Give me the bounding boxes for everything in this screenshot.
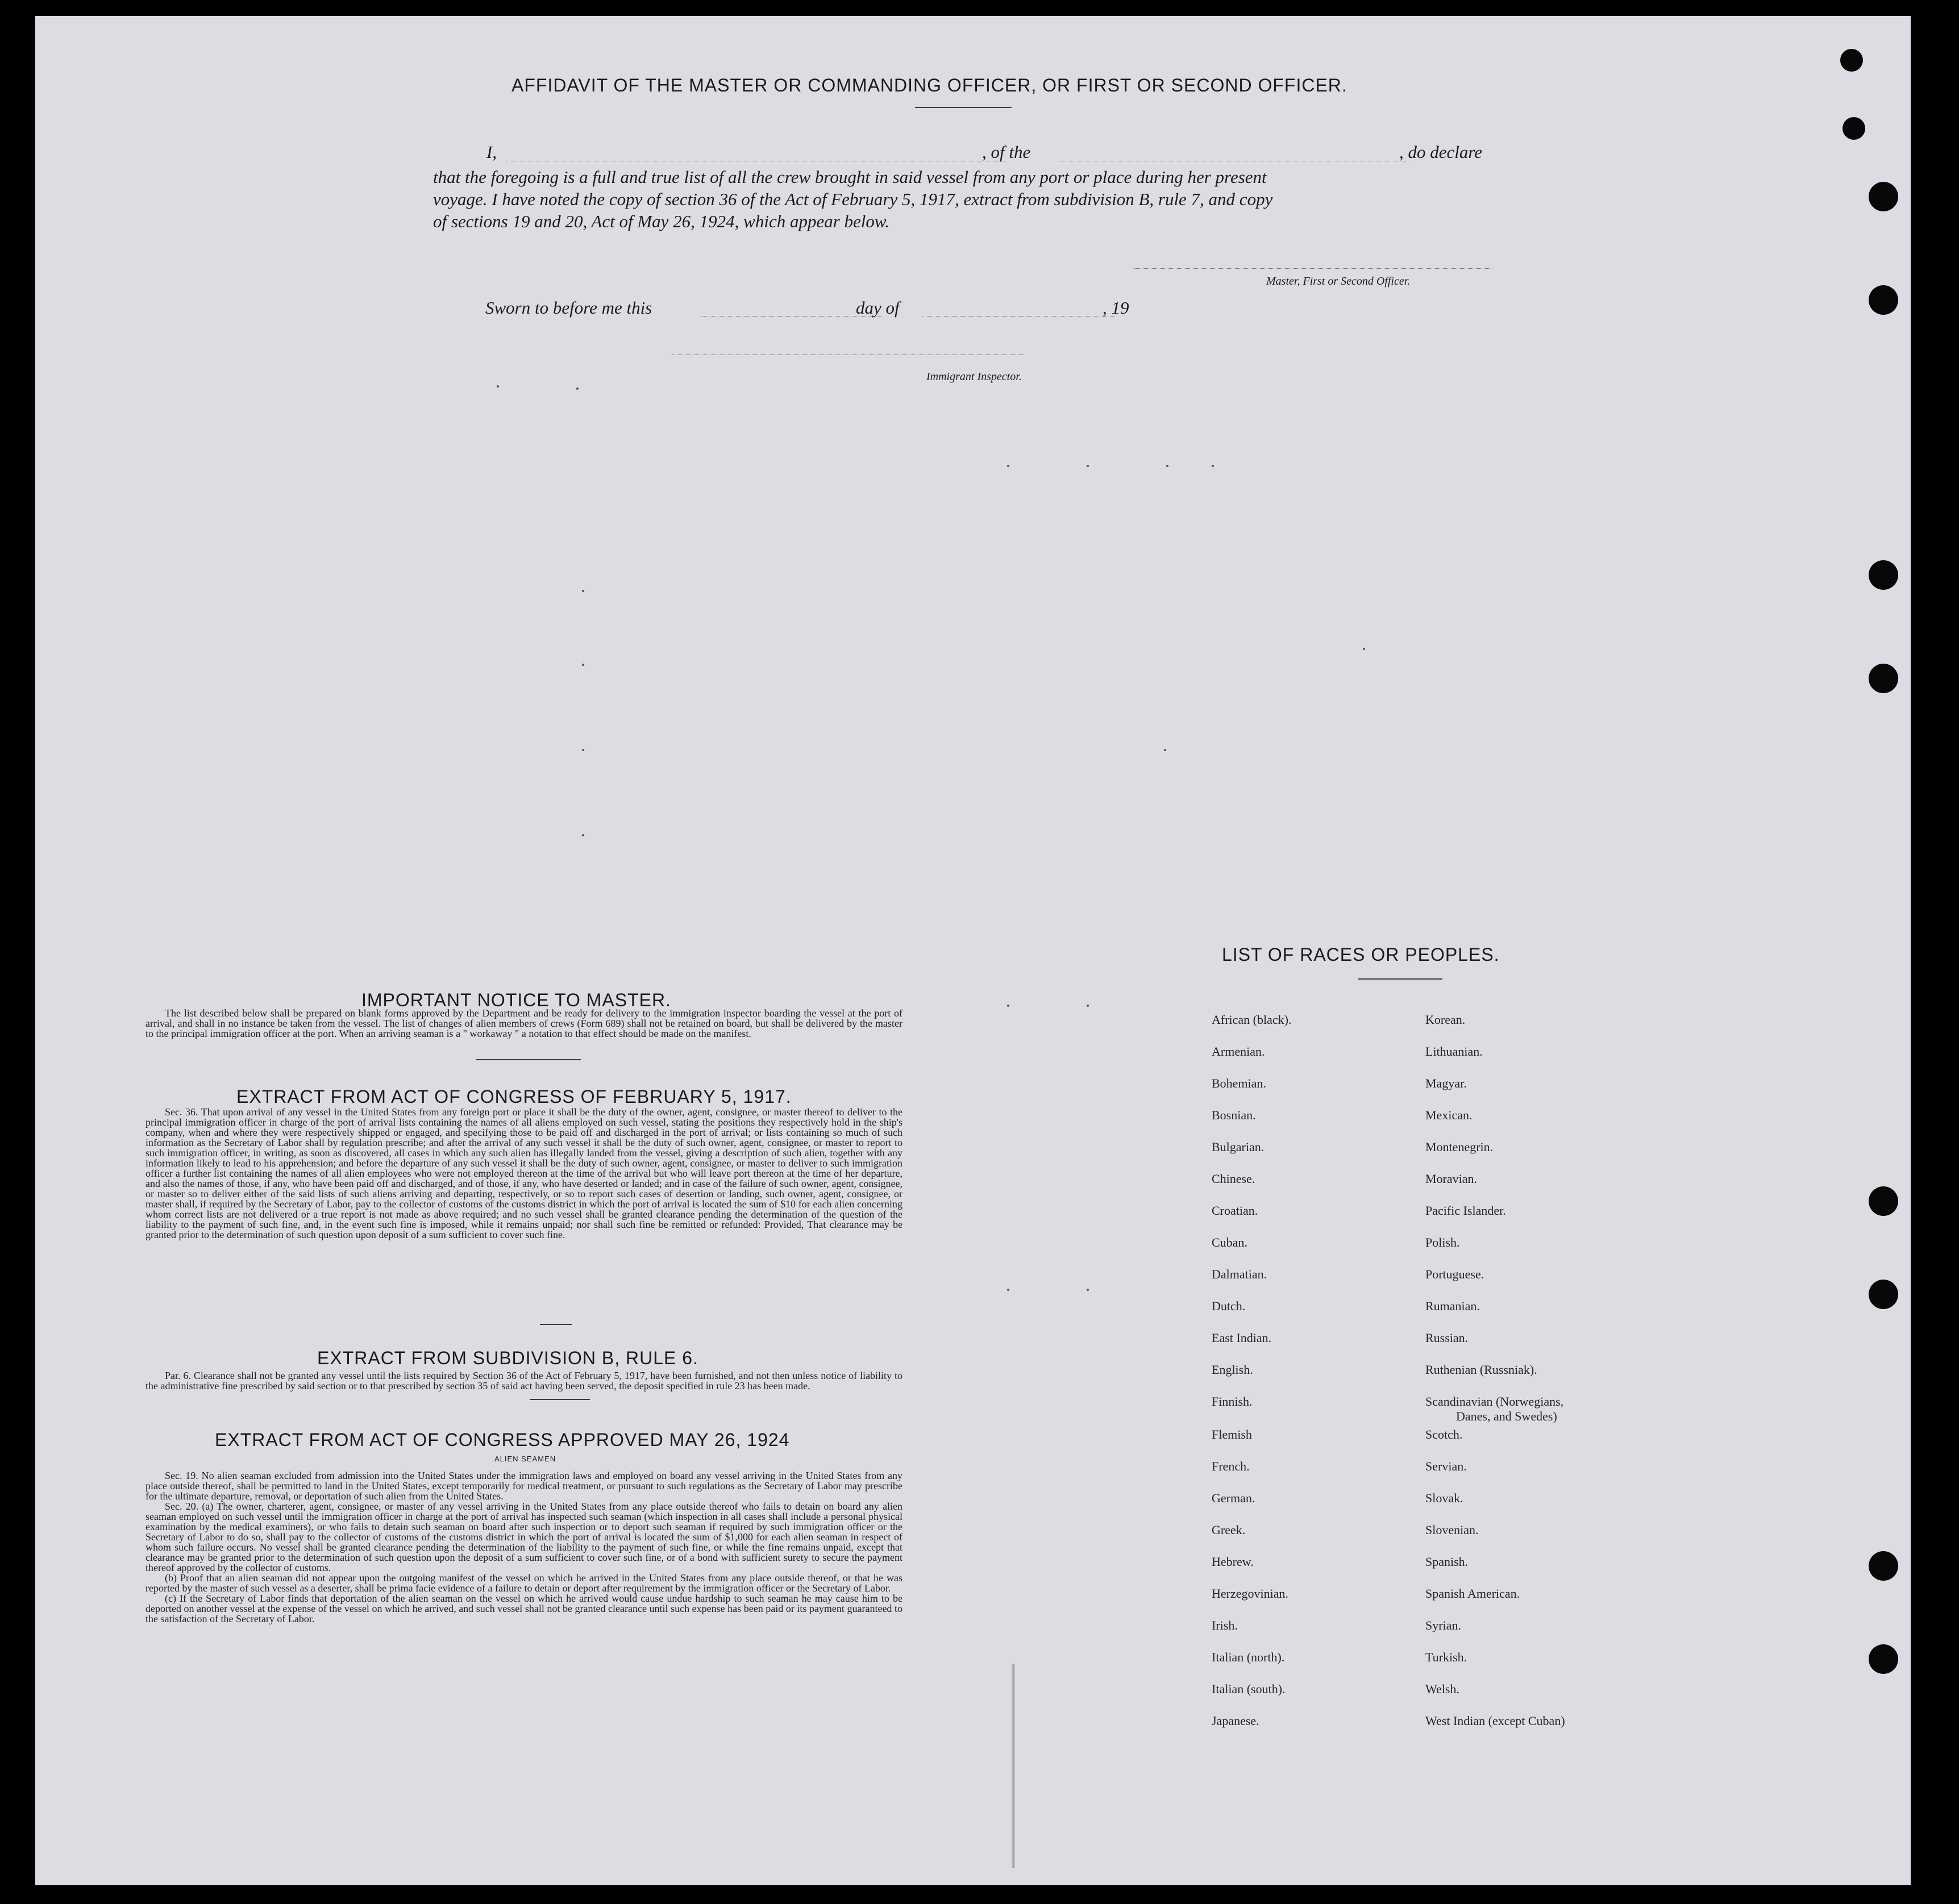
notice-text <box>145 1008 902 1039</box>
race-item: Welsh. <box>1425 1682 1459 1696</box>
stray-mark <box>1212 465 1214 467</box>
race-item: Portuguese. <box>1425 1267 1484 1281</box>
punch-hole <box>1869 285 1898 315</box>
race-item: Italian (south). <box>1212 1682 1286 1696</box>
race-item: Montenegrin. <box>1425 1140 1494 1154</box>
stray-mark <box>582 664 584 666</box>
race-item: Turkish. <box>1425 1650 1467 1664</box>
race-item: Moravian. <box>1425 1172 1478 1186</box>
extract-1924-text <box>145 1470 902 1624</box>
affidavit-body-line: that the foregoing is a full and true list of all the crew brought in said vessel from any port or place during her present <box>433 167 1267 187</box>
race-item: Spanish. <box>1425 1555 1469 1569</box>
race-item: Armenian. <box>1212 1044 1265 1059</box>
race-item: Mexican. <box>1425 1108 1473 1122</box>
divider <box>476 1059 581 1060</box>
race-item: Spanish American. <box>1425 1586 1520 1601</box>
race-item: Scandinavian (Norwegians, <box>1425 1394 1564 1409</box>
extract-1924-subtitle: ALIEN SEAMEN <box>494 1455 556 1463</box>
race-item: Italian (north). <box>1212 1650 1285 1664</box>
race-item: Japanese. <box>1212 1714 1259 1728</box>
race-item: West Indian (except Cuban) <box>1425 1714 1565 1728</box>
sworn-text: Sworn to before me this <box>485 298 652 318</box>
sec20c-paragraph: (c) If the Secretary of Labor finds that deportation of the alien seaman on the vessel on which he arrived would cause undue hardship to such seaman he may cause him to be deported on another vessel at the expense of the vessel on which he arrived, and such vessel shall not be granted clearance until such expense has been paid or its payment guaranteed to the satisfaction of the Secretary of Labor. <box>145 1593 902 1624</box>
race-item: Dalmatian. <box>1212 1267 1267 1281</box>
extract-rule6-text <box>145 1370 902 1391</box>
stray-mark <box>1164 749 1166 751</box>
divider <box>915 107 1012 108</box>
form-page <box>35 16 1911 1885</box>
affidavit-of-the: , of the <box>982 142 1031 162</box>
stray-mark <box>1007 1005 1009 1007</box>
race-item: Slovenian. <box>1425 1523 1479 1537</box>
race-item: English. <box>1212 1363 1253 1377</box>
stray-mark <box>1007 465 1009 467</box>
signature-caption: Master, First or Second Officer. <box>1266 275 1411 288</box>
race-item: Magyar. <box>1425 1076 1467 1090</box>
extract-rule6-title: EXTRACT FROM SUBDIVISION B, RULE 6. <box>317 1348 698 1368</box>
divider <box>1358 978 1442 980</box>
signature-line <box>1134 268 1492 269</box>
punch-hole <box>1869 1644 1898 1674</box>
race-item: East Indian. <box>1212 1331 1272 1345</box>
race-item: Greek. <box>1212 1523 1246 1537</box>
extract-rule6-paragraph: Par. 6. Clearance shall not be granted any vessel until the lists required by Section 36 of the Act of February 5, 1917, have been furnished, and not then unless notice of liability to the administrative fine prescribed by said section or to that prescribed by section 35 of said act having been served, the deposit specified in rule 23 has been made. <box>145 1370 902 1391</box>
race-item: Croatian. <box>1212 1203 1258 1218</box>
race-item: Herzegovinian. <box>1212 1586 1288 1601</box>
stray-mark <box>1363 648 1365 650</box>
race-item: Russian. <box>1425 1331 1469 1345</box>
race-item: Slovak. <box>1425 1491 1463 1505</box>
affidavit-do-declare: , do declare <box>1399 142 1483 162</box>
race-item: Pacific Islander. <box>1425 1203 1506 1218</box>
stray-mark <box>1087 1005 1089 1007</box>
races-title: LIST OF RACES OR PEOPLES. <box>1222 944 1500 965</box>
race-item: Korean. <box>1425 1013 1466 1027</box>
extract-1924-title: EXTRACT FROM ACT OF CONGRESS APPROVED MAY 26, 1924 <box>215 1430 790 1450</box>
race-item: Irish. <box>1212 1618 1238 1632</box>
stray-mark <box>576 388 579 390</box>
punch-hole <box>1869 1280 1898 1309</box>
race-item: Dutch. <box>1212 1299 1246 1313</box>
race-item: Polish. <box>1425 1235 1460 1249</box>
race-item: Lithuanian. <box>1425 1044 1483 1059</box>
race-item: German. <box>1212 1491 1255 1505</box>
race-item: Flemish <box>1212 1427 1252 1441</box>
punch-hole <box>1869 664 1898 693</box>
punch-hole <box>1869 182 1898 211</box>
stray-mark <box>1166 465 1168 467</box>
page-crease <box>1012 1664 1015 1868</box>
stray-mark <box>1087 1289 1089 1291</box>
stray-mark <box>1087 465 1089 467</box>
punch-hole <box>1869 1186 1898 1216</box>
affidavit-title: AFFIDAVIT OF THE MASTER OR COMMANDING OFFICER, OR FIRST OR SECOND OFFICER. <box>511 75 1347 95</box>
stray-mark <box>582 834 584 836</box>
race-item: Bosnian. <box>1212 1108 1256 1122</box>
divider <box>530 1399 590 1400</box>
affidavit-body-line: of sections 19 and 20, Act of May 26, 1924, which appear below. <box>433 211 890 231</box>
race-item: Bohemian. <box>1212 1076 1266 1090</box>
race-item: Chinese. <box>1212 1172 1255 1186</box>
race-item: African (black). <box>1212 1013 1292 1027</box>
sec19-paragraph: Sec. 19. No alien seaman excluded from admission into the United States under the immigration laws and employed on board any vessel arriving in the United States from any place outside thereof, shall be permitted to land in the United States, except temporarily for medical treatment, or pursuant to such regulations as the Secretary of Labor may prescribe for the ultimate departure, removal, or deportation of such alien from the United States. <box>145 1470 902 1502</box>
race-item: Rumanian. <box>1425 1299 1480 1313</box>
extract-1917-text <box>145 1107 902 1240</box>
punch-hole <box>1869 560 1898 590</box>
race-item: Ruthenian (Russniak). <box>1425 1363 1537 1377</box>
race-item: Scotch. <box>1425 1427 1463 1441</box>
sworn-day-of: day of <box>856 298 900 318</box>
stray-mark <box>497 385 499 388</box>
extract-1917-paragraph: Sec. 36. That upon arrival of any vessel in the United States from any foreign port or place it shall be the duty of the owner, agent, consignee, or master thereof to deliver to the principal immigration officer in charge of the port of arrival lists containing the names of all aliens employed on such vessel, stating the positions they respectively hold in the ship's company, when and where they were respectively shipped or engaged, and specifying those to be paid off and discharged in the port of arrival; or lists containing so much of such information as the Secretary of Labor shall by regulation prescribe; and after the arrival of any such vessel it shall be the duty of such owner, agent, consignee, or master to report to such immigration officer, in writing, as soon as discovered, all cases in which any such alien has illegally landed from the vessel, giving a description of such alien, together with any information likely to lead to his apprehension; and before the departure of any such vessel it shall be the duty of such owner, agent, consignee, or master to deliver to such immigration officer a further list containing the names of all alien employees who were not employed thereon at the time of the arrival but who will leave port thereon at the time of her departure, and also the names of those, if any, who have been paid off and discharged, and of those, if any, who have deserted or landed; and in case of the failure of such owner, agent, consignee, or master so to deliver either of the said lists of such aliens arriving and departing, respectively, or so to report such cases of desertion or landing, such owner, agent, consignee, or master shall, if required by the Secretary of Labor, pay to the collector of customs of the customs district in which the port of arrival is located the sum of $10 for each alien concerning whom correct lists are not delivered or a true report is not made as above required; and no such vessel shall be granted clearance pending the determination of the question of the liability to the payment of such fine, and, in the event such fine is imposed, while it remains unpaid; nor shall such fine be remitted or refunded: Provided, That clearance may be granted prior to the determination of such question upon deposit of a sum sufficient to cover such fine. <box>145 1106 902 1240</box>
extract-1917-title: EXTRACT FROM ACT OF CONGRESS OF FEBRUARY 5, 1917. <box>236 1086 792 1107</box>
sec20a-paragraph: Sec. 20. (a) The owner, charterer, agent, consignee, or master of any vessel arriving in the United States from any place outside thereof who fails to detain on board any alien seaman employed on such vessel until the immigration officer in charge at the port of arrival has inspected such seaman (which inspection in all cases shall include a personal physical examination by the medical examiners), or who fails to detain such seaman on board after such inspection or to deport such seaman if required by such immigration officer or the Secretary of Labor to do so, shall pay to the collector of customs of the customs district in which the port of arrival is located the sum of $1,000 for each alien seaman in respect of whom such failure occurs. No vessel shall be granted clearance pending the determination of the liability to the payment of such fine, or while the fine remains unpaid, except that clearance may be granted prior to the determination of such question upon the deposit of a sum sufficient to cover such fine, or of a bond with sufficient surety to secure the payment thereof approved by the collector of customs. <box>145 1501 902 1573</box>
race-item: French. <box>1212 1459 1250 1473</box>
race-item: Hebrew. <box>1212 1555 1254 1569</box>
race-item: Finnish. <box>1212 1394 1253 1409</box>
divider <box>540 1324 572 1325</box>
stray-mark <box>582 749 584 751</box>
punch-hole <box>1842 117 1865 140</box>
punch-hole <box>1840 49 1863 72</box>
affidavit-body-line: voyage. I have noted the copy of section 36 of the Act of February 5, 1917, extract from subdivision B, rule 7, and copy <box>433 189 1273 209</box>
race-item: Servian. <box>1425 1459 1467 1473</box>
punch-hole <box>1869 1551 1898 1581</box>
race-item: Bulgarian. <box>1212 1140 1265 1154</box>
race-item: Cuban. <box>1212 1235 1247 1249</box>
sec20b-paragraph: (b) Proof that an alien seaman did not appear upon the outgoing manifest of the vessel on which he arrived in the United States from any place outside thereof, or that he was reported by the master of such vessel as a deserter, shall be prima facie evidence of a failure to detain or deport after requirement by the immigration officer or the Secretary of Labor. <box>145 1572 902 1594</box>
notice-title: IMPORTANT NOTICE TO MASTER. <box>361 990 671 1010</box>
stray-mark <box>1007 1289 1009 1291</box>
affidavit-i: I, <box>486 142 497 162</box>
inspector-caption: Immigrant Inspector. <box>926 370 1022 383</box>
stray-mark <box>582 590 584 592</box>
sworn-year: , 19 <box>1103 298 1129 318</box>
race-item: Syrian. <box>1425 1618 1461 1632</box>
notice-paragraph: The list described below shall be prepared on blank forms approved by the Department and be ready for delivery to the immigration inspector boarding the vessel at the port of arrival, and shall in no instance be taken from the vessel. The list of changes of alien members of crews (Form 689) shall not be retained on board, but shall be delivered by the master to the principal immigration officer at the port. When an arriving seaman is a " workaway " a notation to that effect should be made on the manifest. <box>145 1007 902 1039</box>
race-item-continuation: Danes, and Swedes) <box>1456 1409 1557 1423</box>
